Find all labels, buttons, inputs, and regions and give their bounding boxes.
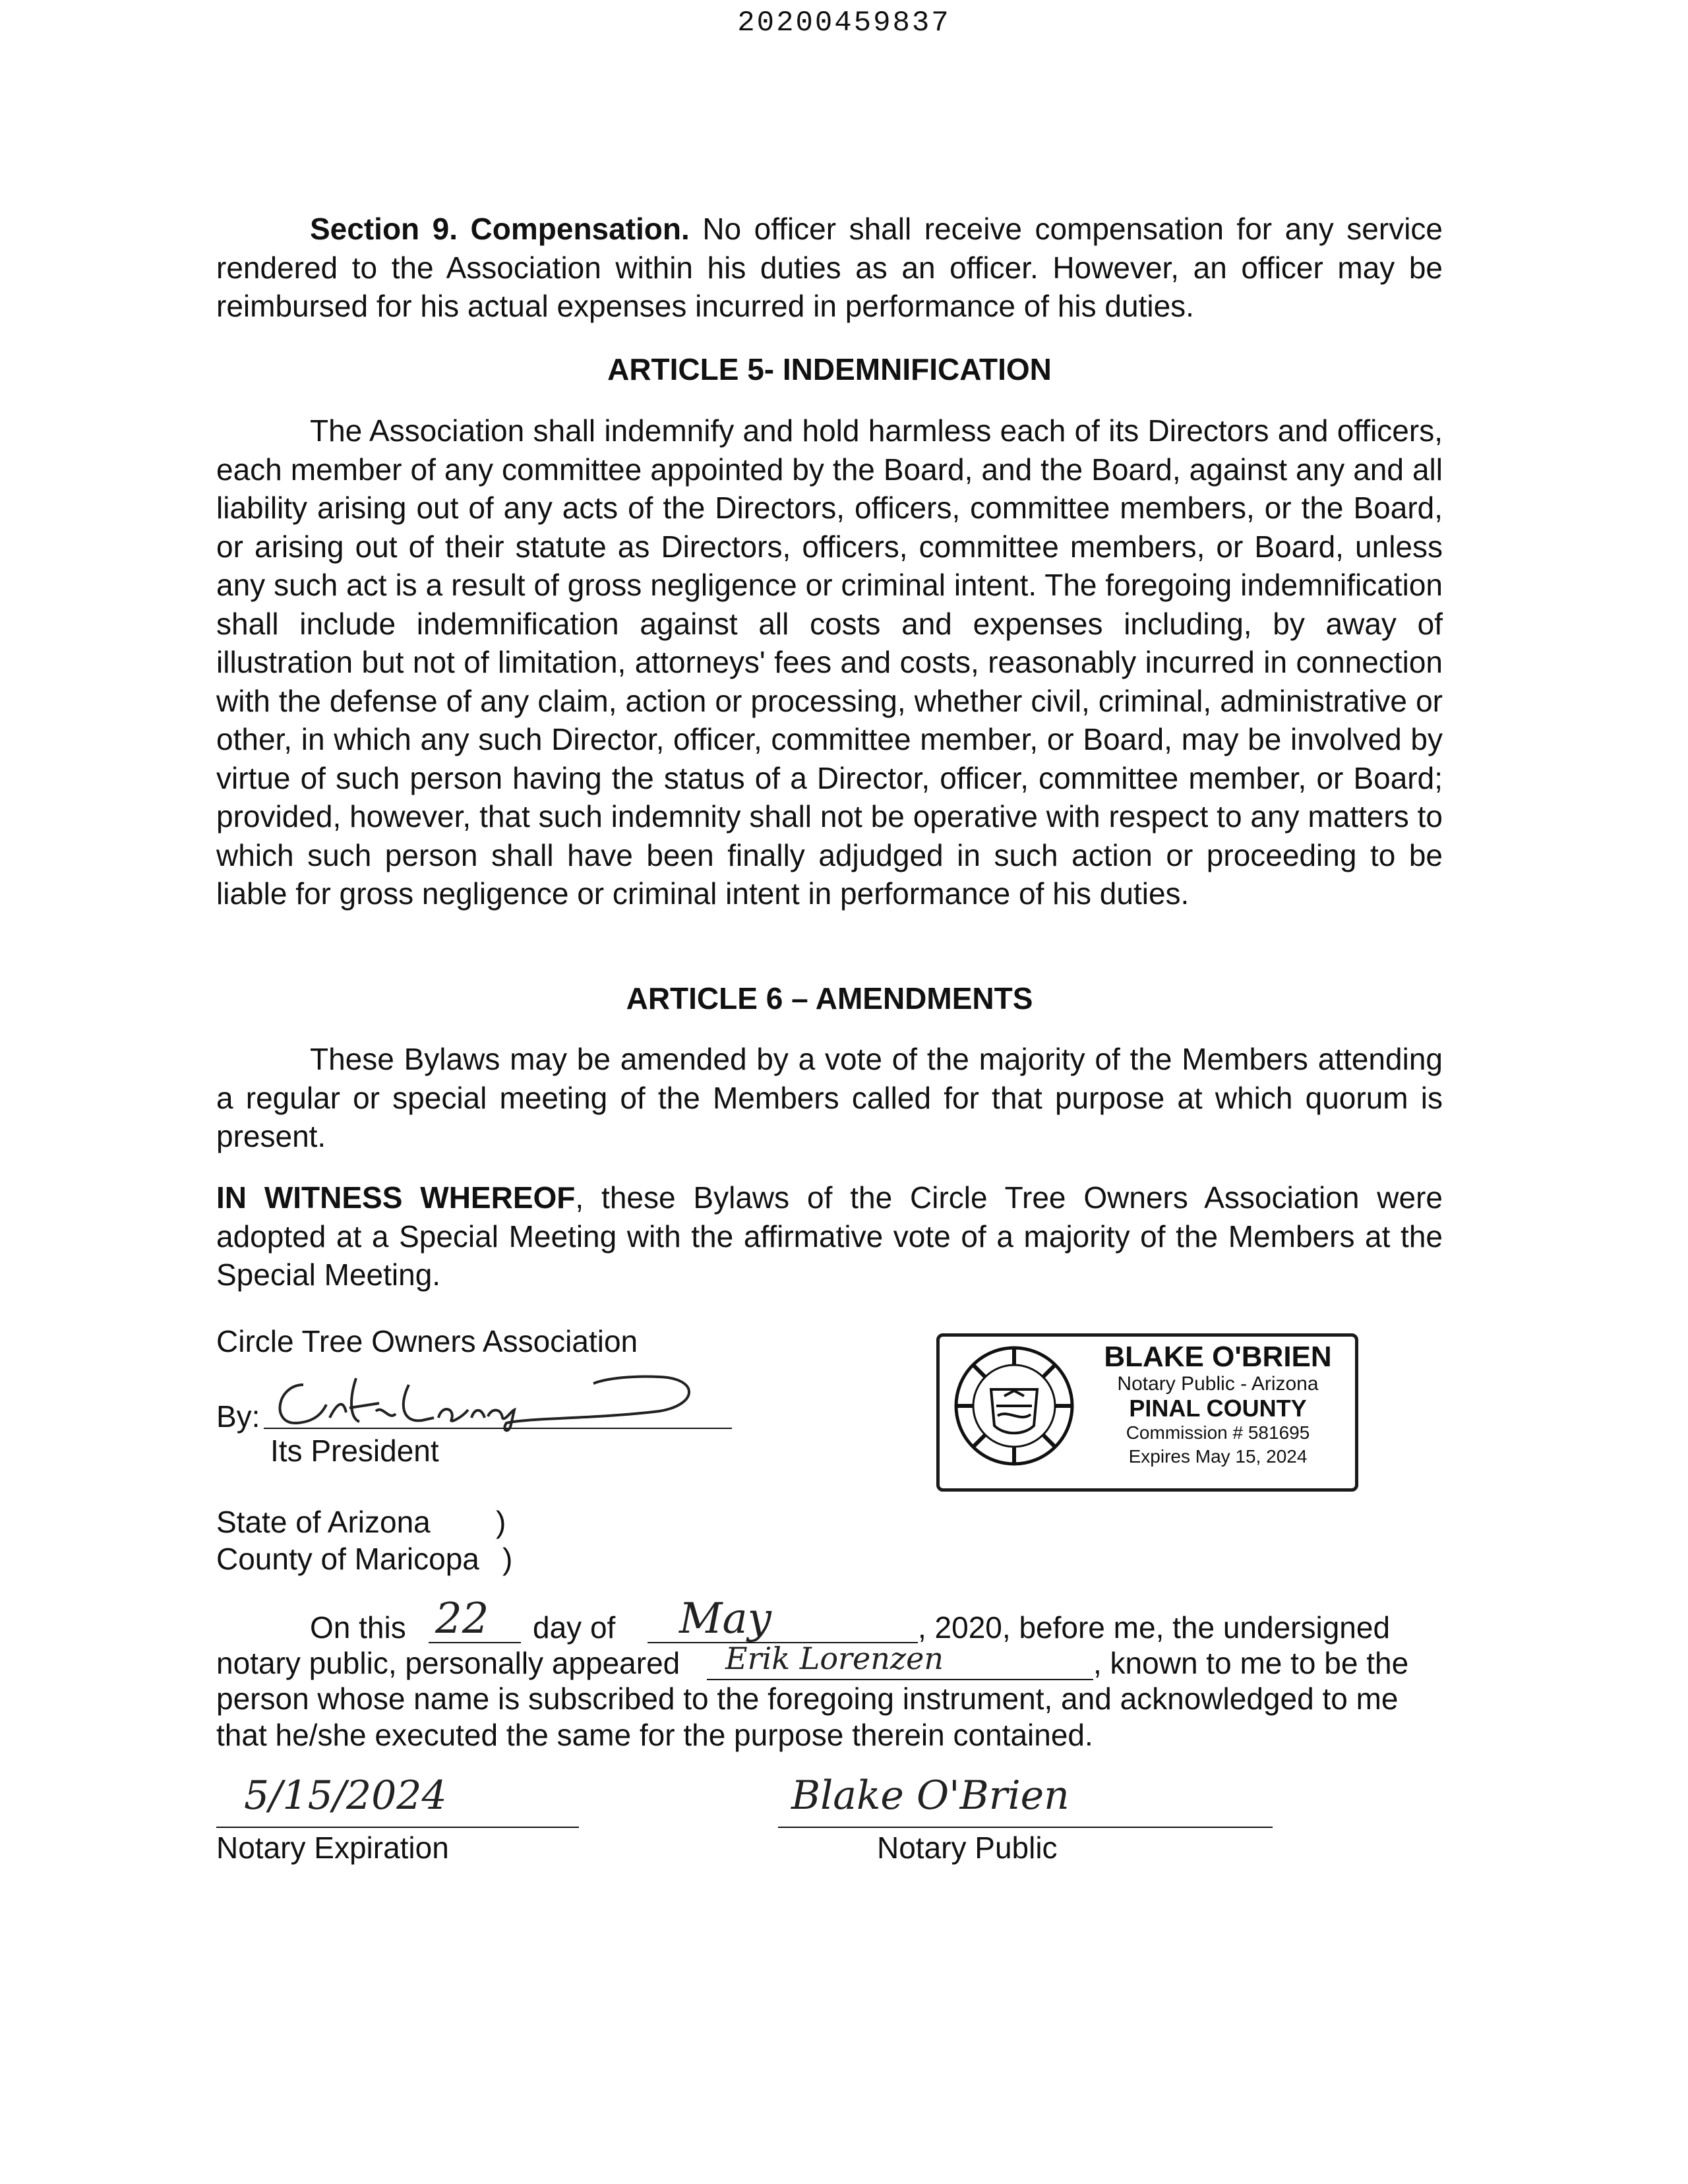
article-5-paragraph: The Association shall indemnify and hold harmless each of its Directors and officers, each member of any committee appointed by the Board, and the Board, against any and all liability arising out of any acts of the Directors, officers, committee members, or the Board, or arising out of their statute as Directors, officers, committee members, or Board, unless any such act is a result of gross negligence or criminal intent. The foregoing indemnification shall include indemnification against all costs and expenses including, by away of illustration but not of limitation, attorneys' fees and costs, reasonably incurred in connection with the defense of any claim, action or processing, whether civil, criminal, administrative or other, in which any such Director, officer, committee member, or Board, may be involved by virtue of such person having the status of a Director, officer, committee member, or Board; provided, however, that such indemnity shall not be operative with respect to any matters to which such person shall have been finally adjudged in such action or proceeding to be liable for gross negligence or criminal intent in performance of his duties. xyxy=(216,413,1443,911)
ack-day-of: day of xyxy=(533,1610,616,1645)
article-5 xyxy=(216,411,1443,913)
ack-month-value: May xyxy=(679,1594,771,1643)
stamp-expires: Expires May 15, 2024 xyxy=(1128,1446,1308,1467)
stamp-notary-name: BLAKE O'BRIEN xyxy=(1104,1341,1332,1373)
witness-text: , these Bylaws of the Circle Tree Owners Association were adopted at a Special Meeting with the affirmative vote of a majority of the Members at the Special Meeting. xyxy=(216,1180,1443,1292)
stamp-county: PINAL COUNTY xyxy=(1129,1395,1307,1422)
expiration-line xyxy=(216,1827,579,1828)
notary-signature-line xyxy=(778,1827,1273,1828)
venue-county: County of Maricopa xyxy=(216,1542,479,1576)
section-9-paragraph xyxy=(216,210,1443,326)
ack-day-value: 22 xyxy=(435,1594,489,1643)
arizona-seal-icon xyxy=(951,1343,1077,1469)
ack-appeared-text: notary public, personally appeared xyxy=(216,1646,680,1680)
article-5-heading: ARTICLE 5- INDEMNIFICATION xyxy=(607,352,1052,386)
article-6-heading: ARTICLE 6 – AMENDMENTS xyxy=(626,981,1033,1016)
ack-line-3: person whose name is subscribed to the foregoing instrument, and acknowledged to me xyxy=(216,1682,1399,1716)
expiration-label: Notary Expiration xyxy=(216,1831,449,1865)
expiration-value: 5/15/2024 xyxy=(244,1773,447,1819)
ack-line-4: that he/she executed the same for the purpose therein contained. xyxy=(216,1718,1093,1752)
by-label: By: xyxy=(216,1399,260,1434)
article-6-paragraph: These Bylaws may be amended by a vote of the majority of the Members attending a regular or special meeting of the Members called for that purpose at which quorum is present. xyxy=(216,1042,1443,1153)
ack-year-text: , 2020, before me, the undersigned xyxy=(918,1610,1391,1645)
venue-paren-2: ) xyxy=(502,1542,513,1576)
president-signature-drawing xyxy=(264,1372,699,1438)
section-9-label: Section 9. Compensation. xyxy=(310,212,690,246)
document-number: 20200459837 xyxy=(737,7,951,40)
ack-known-text: , known to me to be the xyxy=(1093,1646,1409,1680)
organization-name: Circle Tree Owners Association xyxy=(216,1324,638,1358)
section-9 xyxy=(216,210,1443,326)
venue-paren-1: ) xyxy=(496,1505,506,1539)
article-6 xyxy=(216,1040,1443,1156)
stamp-notary-title: Notary Public - Arizona xyxy=(1117,1373,1319,1395)
section-9-text: No officer shall receive compensation for any service rendered to the Association within his duties as an officer. However, an officer may be reimbursed for his actual expenses incurred in performance of his duties. xyxy=(216,212,1443,323)
stamp-commission: Commission # 581695 xyxy=(1126,1422,1310,1443)
stamp-text xyxy=(1086,1342,1350,1469)
witness-label: IN WITNESS WHEREOF xyxy=(216,1180,576,1215)
witness-clause xyxy=(216,1178,1443,1294)
ack-name-value: Erik Lorenzen xyxy=(725,1641,944,1676)
notary-signature: Blake O'Brien xyxy=(791,1773,1070,1819)
notary-public-label: Notary Public xyxy=(877,1831,1058,1865)
venue-state: State of Arizona xyxy=(216,1505,431,1539)
notary-stamp xyxy=(936,1333,1358,1492)
president-title: Its President xyxy=(270,1434,439,1468)
witness-paragraph xyxy=(216,1178,1443,1294)
ack-on-this: On this xyxy=(310,1610,406,1645)
